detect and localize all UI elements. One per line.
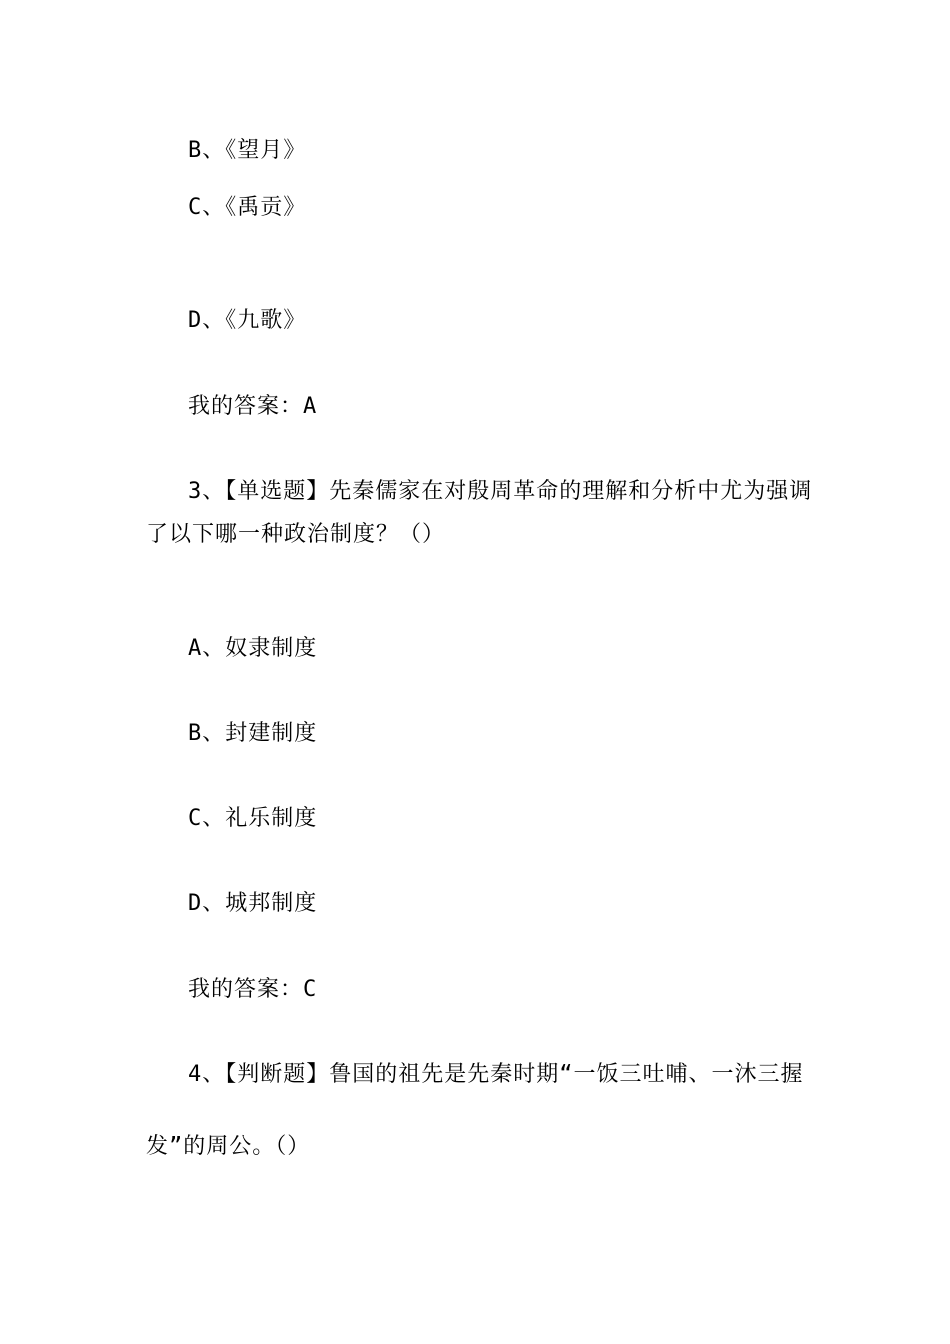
q3-stem-line2: 了以下哪一种政治制度？（）: [146, 522, 446, 547]
q2-option-c: C、《禹贡》: [188, 195, 307, 220]
q2-option-d: D、《九歌》: [188, 308, 307, 333]
q3-option-d: D、城邦制度: [188, 891, 318, 916]
q3-option-b: B、封建制度: [188, 721, 318, 746]
q4-stem-line2: 发”的周公。（）: [146, 1134, 311, 1159]
q2-answer: 我的答案：A: [188, 394, 318, 419]
q4-stem-line1: 4、【判断题】鲁国的祖先是先秦时期“一饭三吐哺、一沐三握: [188, 1062, 804, 1087]
q3-option-c: C、礼乐制度: [188, 806, 318, 831]
q3-answer: 我的答案：C: [188, 977, 318, 1002]
q3-stem-line1: 3、【单选题】先秦儒家在对殷周革命的理解和分析中尤为强调: [188, 479, 813, 504]
q2-option-b: B、《望月》: [188, 138, 307, 163]
q3-option-a: A、奴隶制度: [188, 636, 318, 661]
